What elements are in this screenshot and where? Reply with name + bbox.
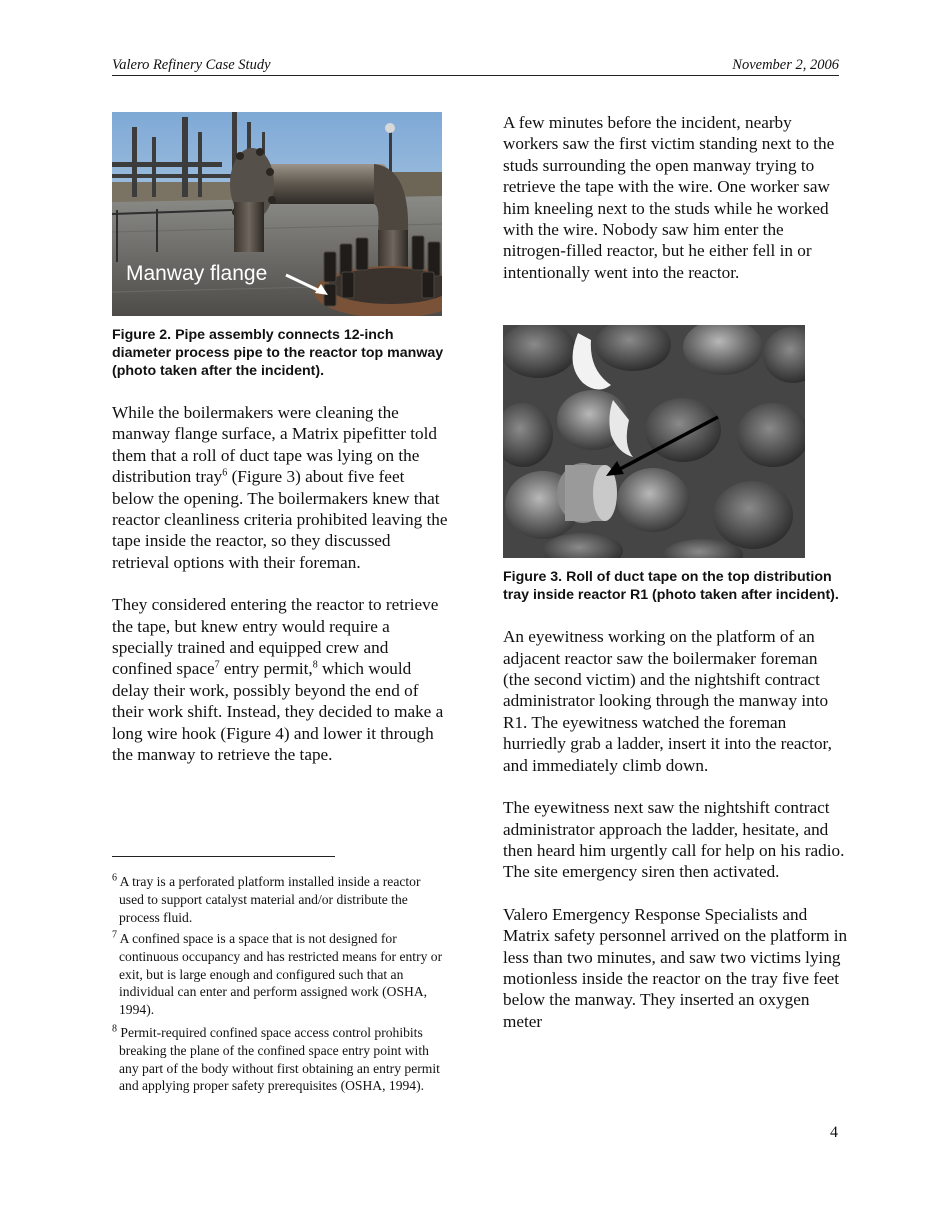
right-column (503, 112, 848, 1032)
right-paragraph-1: A few minutes before the incident, nearby workers saw the first victim standing next to the studs surrounding the open manway trying to retrieve the tape with the wire. One worker saw him kneeling next to the studs while he worked with the wire. Nobody saw him enter the nitrogen-filled reactor, but he either fell in or intentionally went into the reactor. (503, 113, 835, 282)
footnote-ref-7: 7 (214, 659, 220, 671)
footnote-divider (112, 856, 335, 857)
left-paragraph-2: They considered entering the reactor to retrieve the tape, but knew entry would require a specially trained and equipped crew and confined space$^7$ entry permit,$^8$ which would delay their work, possibly beyond the end of their work shift. Instead, they decided to make a long wire hook (Figure 4) and lower it through the manway to retrieve the tape. (112, 595, 444, 765)
right-paragraph-2: An eyewitness working on the platform of an adjacent reactor saw the boilermaker foreman (the second victim) and the nightshift contract administrator looking through the manway into R1. The eyewitness watched the foreman hurriedly grab a ladder, insert it into the reactor, and immediately climb down. (503, 627, 832, 775)
figure-2-photo (112, 112, 442, 316)
header-date: November 2, 2006 (732, 57, 839, 73)
figure-2-caption: Figure 2. Pipe assembly connects 12-inch diameter process pipe to the reactor top manway (photo taken after the incident). (112, 327, 444, 379)
figure-3-caption: Figure 3. Roll of duct tape on the top distribution tray inside reactor R1 (photo taken after incident). (503, 569, 839, 604)
left-paragraph-1: While the boilermakers were cleaning the manway flange surface, a Matrix pipefitter told them that a roll of duct tape was lying on the distribution tray$^6$ (Figure 3) about five feet below the opening. The boilermakers knew that reactor cleanliness criteria prohibited leaving the tape inside the reactor, so they discussed retrieval options with their foreman. (112, 403, 448, 572)
left-column (112, 112, 448, 766)
right-paragraph-3: The eyewitness next saw the nightshift contract administrator approach the ladder, hesitate, and then heard him urgently call for help on his radio. The site emergency siren then activated. (503, 798, 845, 882)
footnote-ref-6: 6 (222, 467, 228, 479)
right-paragraph-4: Valero Emergency Response Specialists and Matrix safety personnel arrived on the platform in less than two minutes, and saw two victims lying motionless inside the reactor on the tray five feet below the manway. They inserted an oxygen meter (503, 904, 848, 1031)
footnote-6: $^6$ A tray is a perforated platform installed inside a reactor used to support catalyst material and/or distribute the process fluid. (112, 872, 421, 925)
figure-3-photo (503, 325, 805, 558)
footnote-ref-8: 8 (312, 659, 318, 671)
header-title: Valero Refinery Case Study (112, 57, 271, 73)
footnote-7: $^7$ A confined space is a space that is not designed for continuous occupancy and has restricted means for entry or exit, but is large enough and configured such that an individual can enter and perform assigned work (OSHA, 1994). (112, 929, 443, 1018)
page-number: 4 (830, 1124, 838, 1141)
manway-flange-label: Manway flange (126, 262, 268, 285)
footnote-8: $^8$ Permit-required confined space access control prohibits breaking the plane of the confined space entry point with any part of the body without first obtaining an entry permit and applying proper safety prerequisites (OSHA, 1994). (112, 1023, 440, 1094)
running-header (112, 56, 839, 76)
